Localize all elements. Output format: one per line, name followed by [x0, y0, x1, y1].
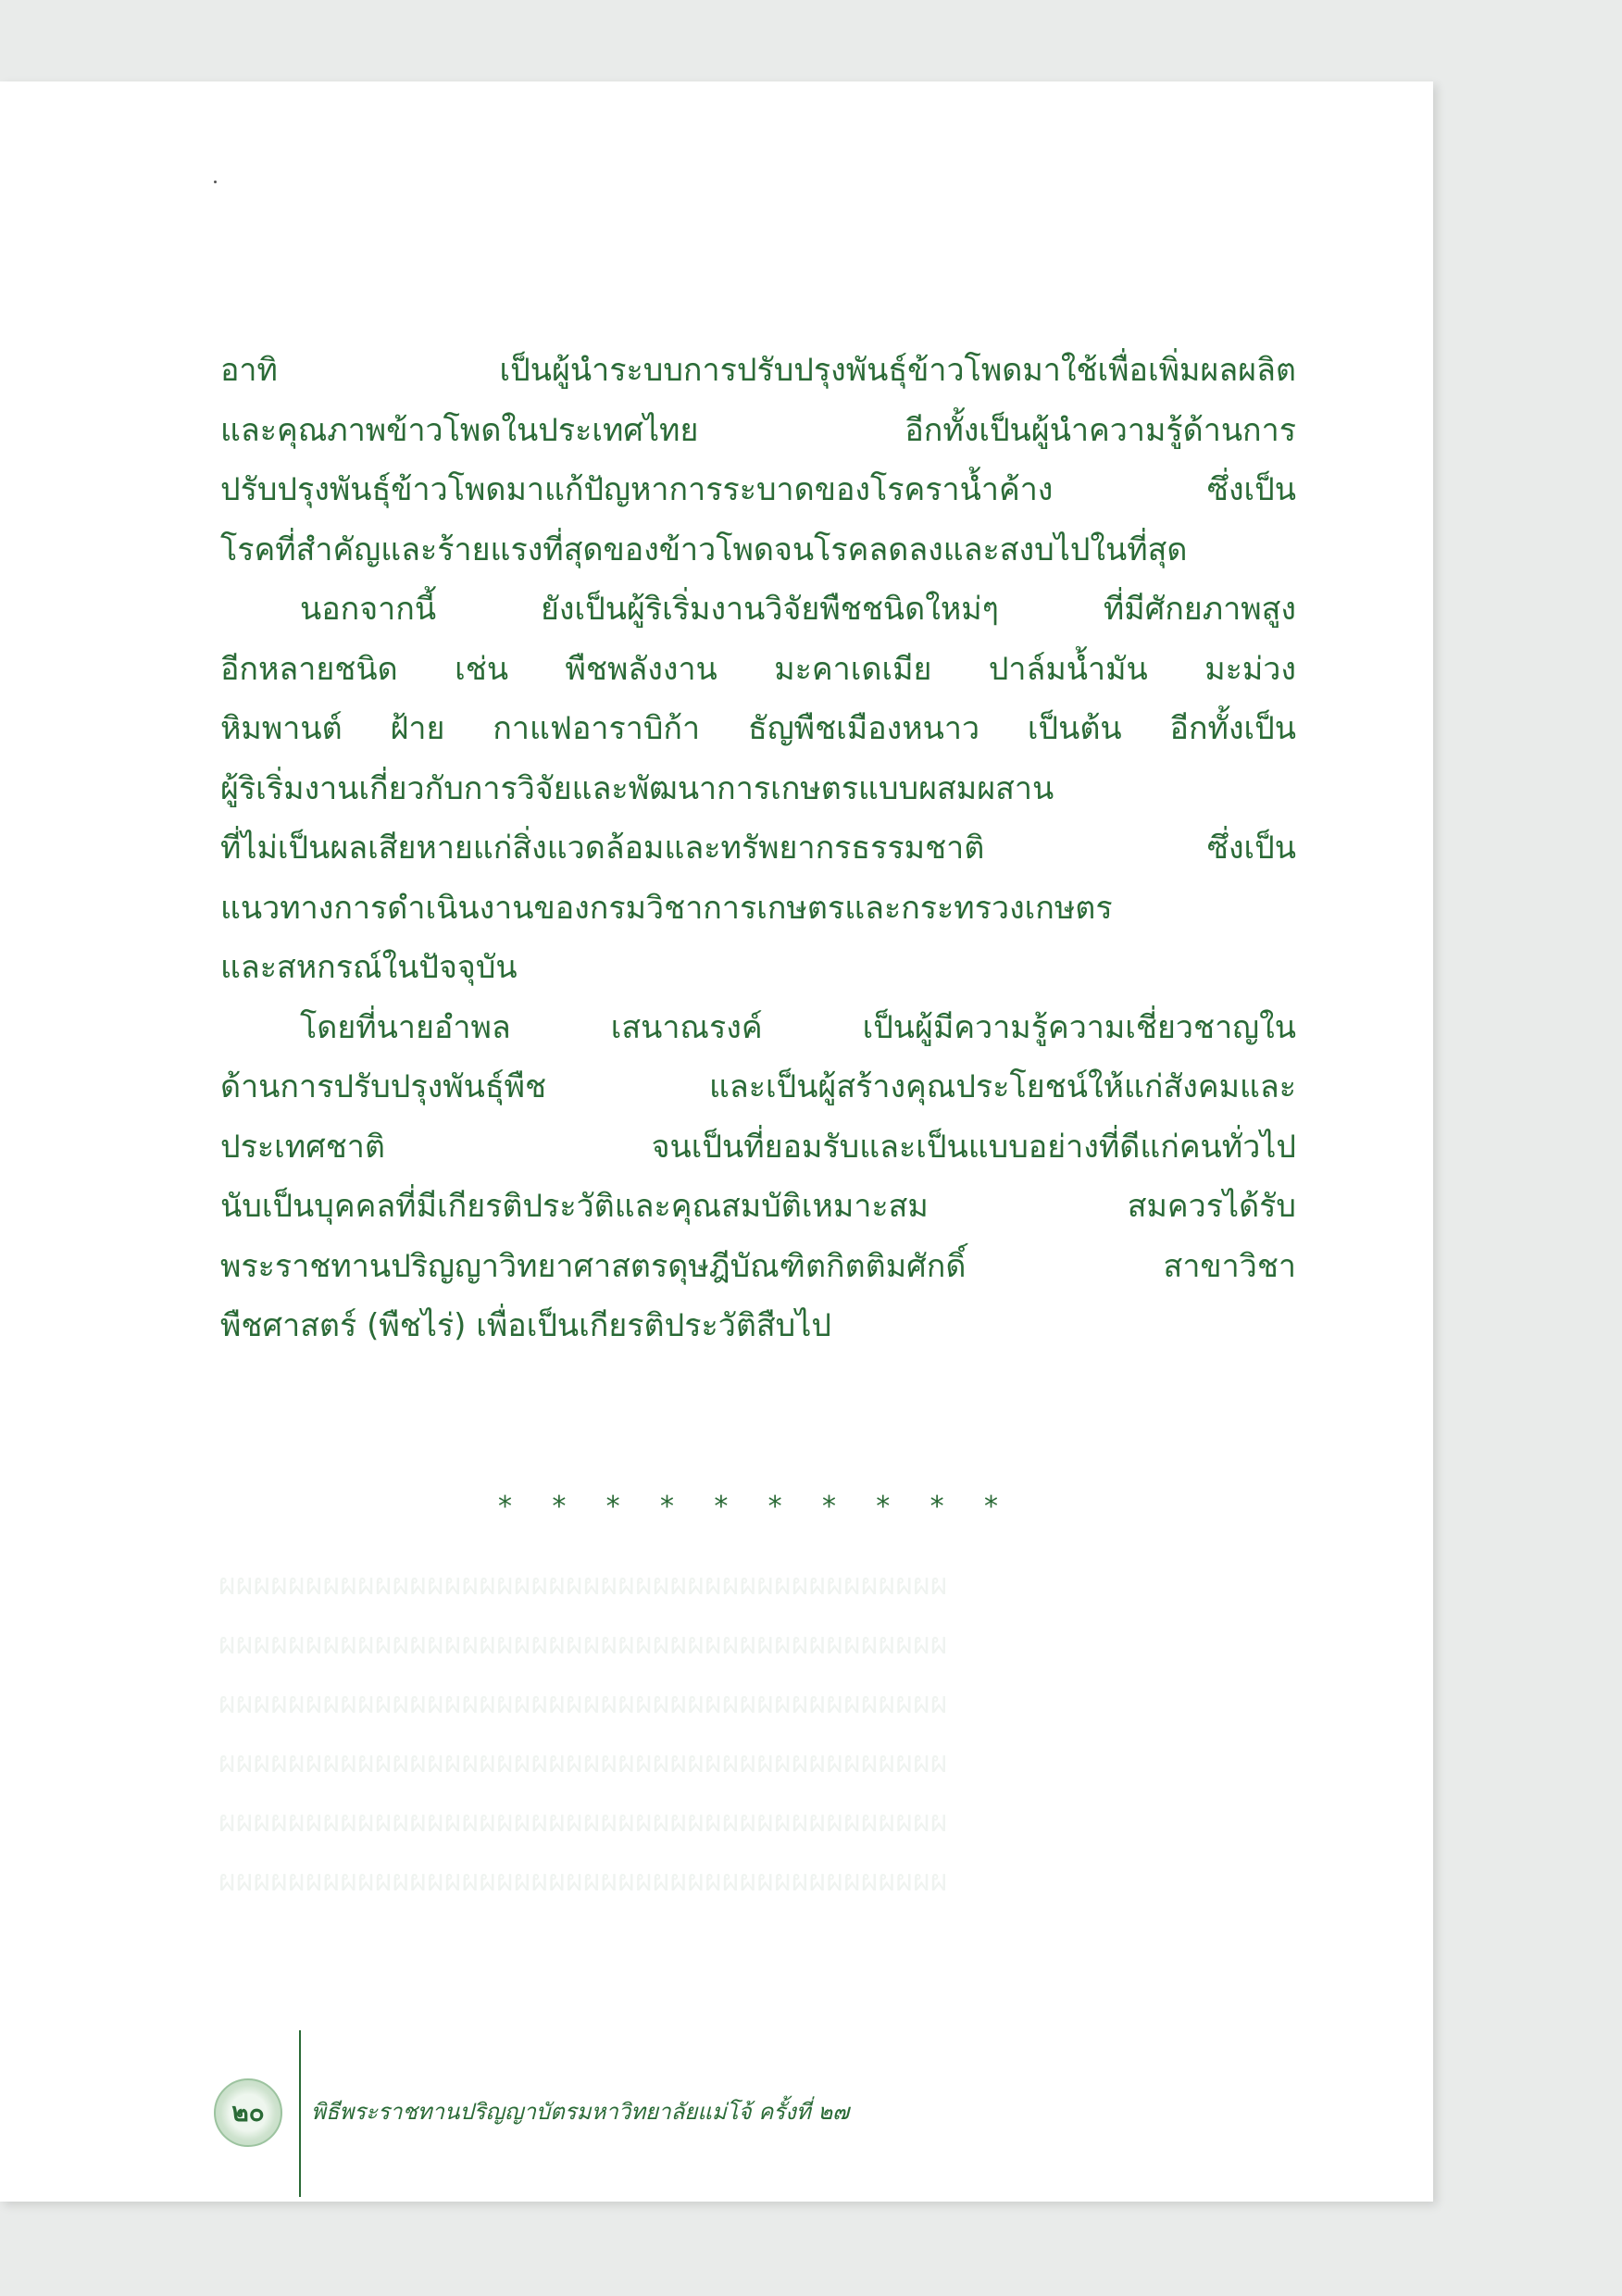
- text-line: ผู้ริเริ่มงานเกี่ยวกับการวิจัยและพัฒนาการเกษตรแบบผสมผสาน: [220, 769, 1054, 807]
- text-line: หิมพานต์ ฝ้าย กาแฟอาราบิก้า ธัญพืชเมืองหนาว เป็นต้น อีกทั้งเป็น: [220, 710, 1296, 747]
- page-number-badge: [214, 2078, 282, 2147]
- separator-star: *: [767, 1491, 782, 1523]
- show-through-text: ผผผผผผผผผผผผผผผผผผผผผผผผผผผผผผผผผผผผผผผผผผ: [218, 1744, 948, 1779]
- text-line: ด้านการปรับปรุงพันธุ์พืช และเป็นผู้สร้างคุณประโยชน์ให้แก่สังคมและ: [220, 1068, 1296, 1105]
- text-line: อีกหลายชนิด เช่น พืชพลังงาน มะคาเดเมีย ปาล์มน้ำมัน มะม่วง: [220, 650, 1296, 688]
- show-through-text: ผผผผผผผผผผผผผผผผผผผผผผผผผผผผผผผผผผผผผผผผผผ: [218, 1863, 948, 1898]
- text-line: แนวทางการดำเนินงานของกรมวิชาการเกษตรและกระทรวงเกษตร: [220, 889, 1113, 927]
- text-line: และคุณภาพข้าวโพดในประเทศไทย อีกทั้งเป็นผู้นำความรู้ด้านการ: [220, 411, 1296, 449]
- text-line: ประเทศชาติ จนเป็นที่ยอมรับและเป็นแบบอย่างที่ดีแก่คนทั่วไป: [220, 1128, 1296, 1166]
- separator-star: *: [552, 1491, 567, 1523]
- show-through-text: ผผผผผผผผผผผผผผผผผผผผผผผผผผผผผผผผผผผผผผผผผผ: [218, 1566, 948, 1602]
- text-line: นับเป็นบุคคลที่มีเกียรติประวัติและคุณสมบัติเหมาะสม สมควรได้รับ: [220, 1188, 1296, 1225]
- text-line: โรคที่สำคัญและร้ายแรงที่สุดของข้าวโพดจนโรคลดลงและสงบไปในที่สุด: [220, 530, 1188, 568]
- separator-star: *: [659, 1491, 674, 1523]
- text-line: พืชศาสตร์ (พืชไร่) เพื่อเป็นเกียรติประวัติสืบไป: [220, 1307, 831, 1344]
- running-footer-title: พิธีพระราชทานปริญญาบัตรมหาวิทยาลัยแม่โจ้ ครั้งที่ ๒๗: [311, 2099, 850, 2125]
- show-through-text: ผผผผผผผผผผผผผผผผผผผผผผผผผผผผผผผผผผผผผผผผผผ: [218, 1685, 948, 1720]
- text-line: นอกจากนี้ ยังเป็นผู้ริเริ่มงานวิจัยพืชชนิดใหม่ๆ ที่มีศักยภาพสูง: [300, 591, 1296, 628]
- separator-star: *: [930, 1491, 944, 1523]
- text-line: พระราชทานปริญญาวิทยาศาสตรดุษฎีบัณฑิตกิตติมศักดิ์ สาขาวิชา: [220, 1247, 1296, 1285]
- separator-star: *: [714, 1491, 729, 1523]
- separator-star: *: [605, 1491, 620, 1523]
- text-line: และสหกรณ์ในปัจจุบัน: [220, 949, 518, 986]
- separator-star: *: [876, 1491, 891, 1523]
- text-line: อาทิ เป็นผู้นำระบบการปรับปรุงพันธุ์ข้าวโพดมาใช้เพื่อเพิ่มผลผลิต: [220, 352, 1296, 389]
- show-through-text: ผผผผผผผผผผผผผผผผผผผผผผผผผผผผผผผผผผผผผผผผผผ: [218, 1626, 948, 1661]
- separator-star: *: [821, 1491, 836, 1523]
- text-line: ที่ไม่เป็นผลเสียหายแก่สิ่งแวดล้อมและทรัพยากรธรรมชาติ ซึ่งเป็น: [220, 830, 1296, 867]
- text-line: โดยที่นายอำพล เสนาณรงค์ เป็นผู้มีความรู้ความเชี่ยวชาญใน: [300, 1008, 1296, 1046]
- show-through-text: ผผผผผผผผผผผผผผผผผผผผผผผผผผผผผผผผผผผผผผผผผผ: [218, 1803, 948, 1839]
- separator-star: *: [983, 1491, 998, 1523]
- separator-star: *: [498, 1491, 512, 1523]
- document-page: [0, 81, 1433, 2202]
- footer-divider: [299, 2030, 301, 2197]
- section-separator: [498, 1491, 998, 1523]
- speck-mark: [214, 181, 217, 183]
- text-line: ปรับปรุงพันธุ์ข้าวโพดมาแก้ปัญหาการระบาดของโรคราน้ำค้าง ซึ่งเป็น: [220, 471, 1296, 508]
- page-number: ๒๐: [231, 2097, 265, 2128]
- body-text: [220, 341, 1296, 1356]
